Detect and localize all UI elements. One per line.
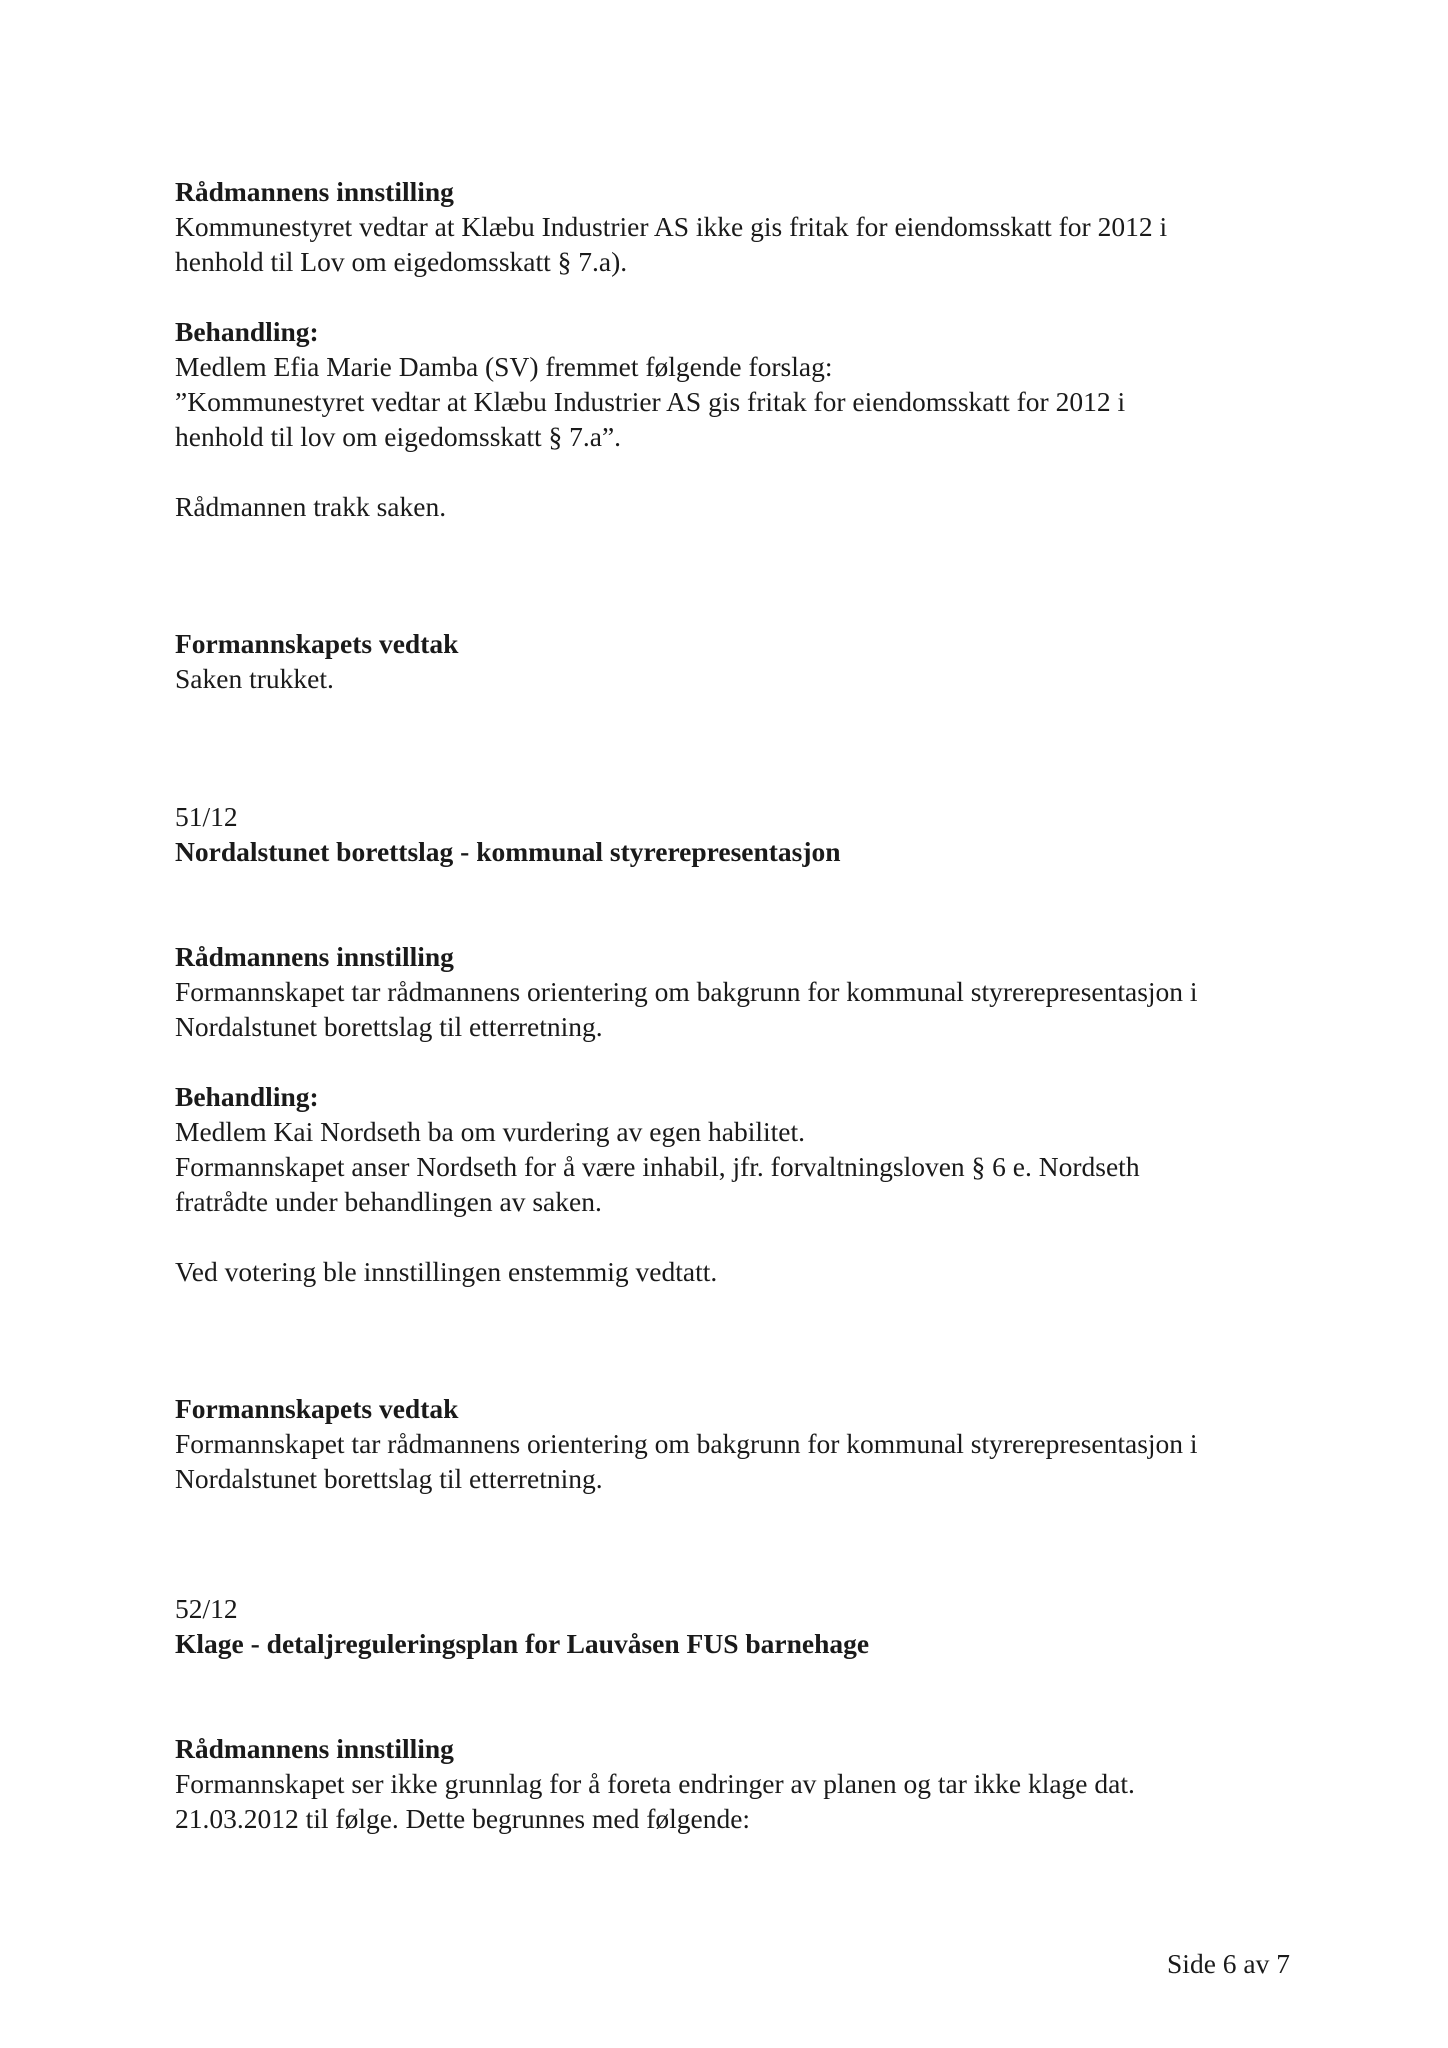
s1-behandling-line-2: ”Kommunestyret vedtar at Klæbu Industrier AS gis fritak for eiendomsskatt for 2012 i [175,386,1126,417]
s1-behandling-line-1: Medlem Efia Marie Damba (SV) fremmet følgende forslag: [175,351,833,382]
s2-behandling-heading: Behandling: [175,1081,319,1112]
s1-behandling [175,314,1305,454]
s1-innstilling [175,174,1305,279]
s2-case-number: 51/12 [175,801,238,832]
s1-innstilling-line-2: henhold til Lov om eigedomsskatt § 7.a). [175,246,628,277]
s1-behandling-heading: Behandling: [175,316,319,347]
s2-result-text: Ved votering ble innstillingen enstemmig vedtatt. [175,1256,718,1287]
s2-vedtak-line-1: Formannskapet tar rådmannens orientering om bakgrunn for kommunal styrerepresentasjon i [175,1428,1198,1459]
s1-behandling-line-3: henhold til lov om eigedomsskatt § 7.a”. [175,421,622,452]
s3-innstilling [175,1731,1305,1836]
s1-vedtak [175,626,1305,696]
s2-vedtak-heading: Formannskapets vedtak [175,1393,459,1424]
s2-innstilling-line-2: Nordalstunet borettslag til etterretning. [175,1011,603,1042]
s2-case-title: Nordalstunet borettslag - kommunal styrerepresentasjon [175,836,841,867]
s2-behandling-line-1: Medlem Kai Nordseth ba om vurdering av egen habilitet. [175,1116,806,1147]
s3-case-title: Klage - detaljreguleringsplan for Lauvåsen FUS barnehage [175,1628,870,1659]
page-number: Side 6 av 7 [1167,1948,1290,1979]
s1-result [175,489,1305,524]
s2-vedtak [175,1391,1305,1496]
s1-innstilling-heading: Rådmannens innstilling [175,176,454,207]
s2-header [175,799,1305,869]
s2-behandling [175,1079,1305,1219]
s1-innstilling-line-1: Kommunestyret vedtar at Klæbu Industrier AS ikke gis fritak for eiendomsskatt for 2012 i [175,211,1168,242]
s2-result [175,1254,1305,1289]
s3-innstilling-line-2: 21.03.2012 til følge. Dette begrunnes med følgende: [175,1803,751,1834]
s2-behandling-line-3: fratrådte under behandlingen av saken. [175,1186,602,1217]
s2-vedtak-line-2: Nordalstunet borettslag til etterretning. [175,1463,603,1494]
s3-innstilling-line-1: Formannskapet ser ikke grunnlag for å foreta endringer av planen og tar ikke klage dat. [175,1768,1135,1799]
s3-header [175,1591,1305,1661]
s3-case-number: 52/12 [175,1593,238,1624]
s2-innstilling [175,939,1305,1044]
s3-innstilling-heading: Rådmannens innstilling [175,1733,454,1764]
s1-result-text: Rådmannen trakk saken. [175,491,447,522]
s1-vedtak-text: Saken trukket. [175,663,334,694]
s2-behandling-line-2: Formannskapet anser Nordseth for å være inhabil, jfr. forvaltningsloven § 6 e. Nordseth [175,1151,1140,1182]
s2-innstilling-line-1: Formannskapet tar rådmannens orientering om bakgrunn for kommunal styrerepresentasjon i [175,976,1198,1007]
s1-vedtak-heading: Formannskapets vedtak [175,628,459,659]
s2-innstilling-heading: Rådmannens innstilling [175,941,454,972]
